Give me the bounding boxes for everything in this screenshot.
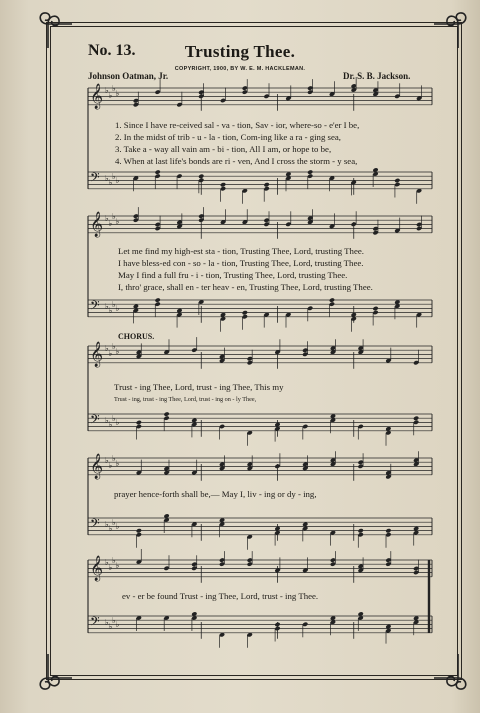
flat-icon: ♭ (115, 176, 120, 185)
treble-clef-icon: 𝄞 (90, 454, 104, 479)
flat-icon: ♭ (108, 349, 113, 358)
flat-icon: ♭ (115, 89, 120, 98)
note-head (136, 528, 142, 533)
flat-icon: ♭ (115, 620, 120, 629)
chorus-label: CHORUS. (118, 332, 155, 341)
flat-icon: ♭ (108, 178, 113, 187)
flat-icon: ♭ (105, 558, 109, 567)
composer: Dr. S. B. Jackson. (343, 71, 411, 81)
treble-clef-icon: 𝄞 (90, 84, 104, 109)
bass-clef-icon: 𝄢 (90, 614, 100, 632)
chorus-line-1: Trust - ing Thee, Lord, trust - ing Thee, This my (114, 382, 284, 392)
flat-icon: ♭ (112, 300, 116, 309)
verse-4-line-1: 4. When at last life's bonds are ri - ven, And I cross the storm - y sea, (115, 156, 358, 166)
flat-icon: ♭ (115, 217, 120, 226)
flat-icon: ♭ (105, 520, 109, 529)
flat-icon: ♭ (115, 418, 120, 427)
flat-icon: ♭ (112, 556, 116, 565)
bass-clef-icon: 𝄢 (90, 170, 100, 188)
flat-icon: ♭ (112, 518, 116, 527)
flat-icon: ♭ (105, 344, 109, 353)
treble-clef-icon: 𝄞 (90, 556, 104, 581)
flat-icon: ♭ (112, 616, 116, 625)
chorus-line-2: prayer hence-forth shall be,— May I, liv - ing or dy - ing, (114, 489, 317, 499)
flat-icon: ♭ (108, 461, 113, 470)
flat-icon: ♭ (108, 622, 113, 631)
bass-clef-icon: 𝄢 (90, 516, 100, 534)
note-head (372, 306, 378, 311)
hymn-title: Trusting Thee. (184, 42, 296, 61)
flat-icon: ♭ (108, 91, 113, 100)
bass-clef-icon: 𝄢 (90, 298, 100, 316)
chorus-bass-echo: Trust - ing, trust - ing Thee, Lord, trust - ing on - ly Thee, (114, 396, 257, 403)
flat-icon: ♭ (112, 414, 116, 423)
flat-icon: ♭ (115, 522, 120, 531)
flat-icon: ♭ (112, 212, 116, 221)
flat-icon: ♭ (115, 304, 120, 313)
chorus-line-3: ev - er be found Trust - ing Thee, Lord, trust - ing Thee. (122, 591, 319, 601)
note-head (136, 420, 142, 425)
note-head (155, 297, 161, 302)
flat-icon: ♭ (105, 618, 109, 627)
note-head (329, 297, 335, 302)
flat-icon: ♭ (108, 219, 113, 228)
flat-icon: ♭ (112, 172, 116, 181)
bass-clef-icon: 𝄢 (90, 412, 100, 430)
verse-3-line-2: May I find a full fru - i - tion, Trusting Thee, Lord, trusting Thee. (118, 270, 348, 280)
verse-1-line-2: Let me find my high-est sta - tion, Trusting Thee, Lord, trusting Thee. (118, 246, 364, 256)
flat-icon: ♭ (112, 454, 116, 463)
treble-clef-icon: 𝄞 (90, 342, 104, 367)
copyright-notice: COPYRIGHT, 1900, BY W. E. M. HACKLEMAN. (174, 66, 306, 72)
note-head (242, 310, 248, 315)
flat-icon: ♭ (115, 459, 120, 468)
verse-2-line-1: 2. In the midst of trib - u - la - tion, Com-ing like a ra - ging sea, (115, 132, 341, 142)
flat-icon: ♭ (105, 416, 109, 425)
flat-icon: ♭ (105, 302, 109, 311)
verse-1-line-1: 1. Since I have re-ceived sal - va - tion, Sav - ior, where-so - e'er I be, (115, 120, 360, 130)
flat-icon: ♭ (108, 563, 113, 572)
flat-icon: ♭ (105, 214, 109, 223)
flat-icon: ♭ (115, 347, 120, 356)
flat-icon: ♭ (112, 84, 116, 93)
flat-icon: ♭ (112, 342, 116, 351)
note-head (394, 178, 400, 183)
note-head (155, 169, 161, 174)
flat-icon: ♭ (108, 524, 113, 533)
flat-icon: ♭ (105, 456, 109, 465)
verse-2-line-2: I have bless-ed con - so - la - tion, Trusting Thee, Lord, trusting Thee. (118, 258, 364, 268)
flat-icon: ♭ (108, 420, 113, 429)
note-head (385, 528, 391, 533)
lyricist: Johnson Oatman, Jr. (88, 71, 169, 81)
treble-clef-icon: 𝄞 (90, 212, 104, 237)
note-head (413, 416, 419, 421)
note-head (163, 411, 169, 416)
note-head (307, 169, 313, 174)
note-head (358, 528, 364, 533)
flat-icon: ♭ (108, 306, 113, 315)
flat-icon: ♭ (105, 86, 109, 95)
verse-3-line-1: 3. Take a - way all vain am - bi - tion, All I am, or hope to be, (115, 144, 332, 154)
flat-icon: ♭ (115, 561, 120, 570)
verse-4-line-2: I, thro' grace, shall en - ter heav - en, Trusting Thee, Lord, trusting Thee. (118, 282, 373, 292)
hymn-number: No. 13. (88, 42, 136, 59)
flat-icon: ♭ (105, 174, 109, 183)
note-head (264, 182, 270, 187)
note-head (220, 182, 226, 187)
